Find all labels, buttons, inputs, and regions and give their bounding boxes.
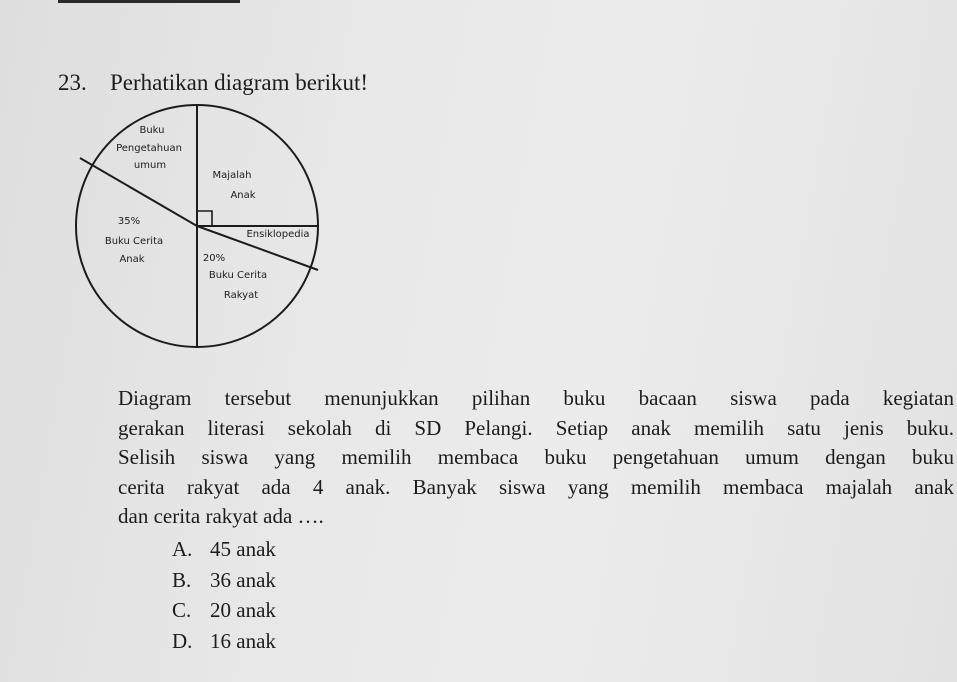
option-letter: D.: [172, 628, 193, 653]
option-text: 20 anak: [210, 598, 276, 622]
top-rule: [58, 0, 240, 3]
option-d[interactable]: [172, 626, 276, 657]
paragraph-line: dan cerita rakyat ada ….: [118, 504, 324, 528]
label-anak-1: Buku Cerita: [104, 236, 164, 247]
label-rakyat-1: Buku Cerita: [208, 270, 268, 281]
option-text: 36 anak: [210, 567, 276, 592]
right-angle-marker: [197, 211, 212, 226]
value-anak: 35%: [117, 216, 141, 227]
paragraph-line: Diagram tersebut menunjukkan pilihan buku bacaan siswa pada kegiatan: [118, 386, 954, 410]
label-pengetahuan-3: umum: [133, 160, 167, 171]
label-ensiklopedia: Ensiklopedia: [246, 229, 310, 240]
option-a[interactable]: [172, 534, 276, 565]
label-majalah-1: Majalah: [212, 170, 252, 181]
option-b[interactable]: [172, 565, 276, 596]
label-majalah-2: Anak: [230, 190, 256, 201]
paragraph-line: Selisih siswa yang memilih membaca buku pengetahuan umum dengan buku: [118, 445, 954, 469]
question-header: [58, 70, 368, 96]
label-pengetahuan-2: Pengetahuan: [116, 143, 182, 154]
option-text: 45 anak: [210, 537, 276, 561]
option-letter: A.: [172, 537, 193, 561]
paragraph-line: gerakan literasi sekolah di SD Pelangi. Setiap anak memilih satu jenis buku.: [118, 415, 954, 440]
pie-chart: [64, 100, 334, 356]
paragraph-line: cerita rakyat ada 4 anak. Banyak siswa yang memilih membaca majalah anak: [118, 474, 954, 499]
label-anak-2: Anak: [119, 254, 145, 265]
question-paragraph: [118, 384, 954, 532]
question-instruction: Perhatikan diagram berikut!: [110, 70, 369, 95]
label-pengetahuan-1: Buku: [139, 125, 165, 136]
value-rakyat: 20%: [202, 253, 226, 264]
question-number: 23.: [58, 70, 87, 95]
label-rakyat-2: Rakyat: [223, 290, 259, 301]
option-text: 16 anak: [210, 628, 276, 653]
option-c[interactable]: [172, 595, 276, 626]
option-letter: B.: [172, 567, 192, 592]
answer-options: [172, 534, 276, 656]
option-letter: C.: [172, 598, 192, 622]
